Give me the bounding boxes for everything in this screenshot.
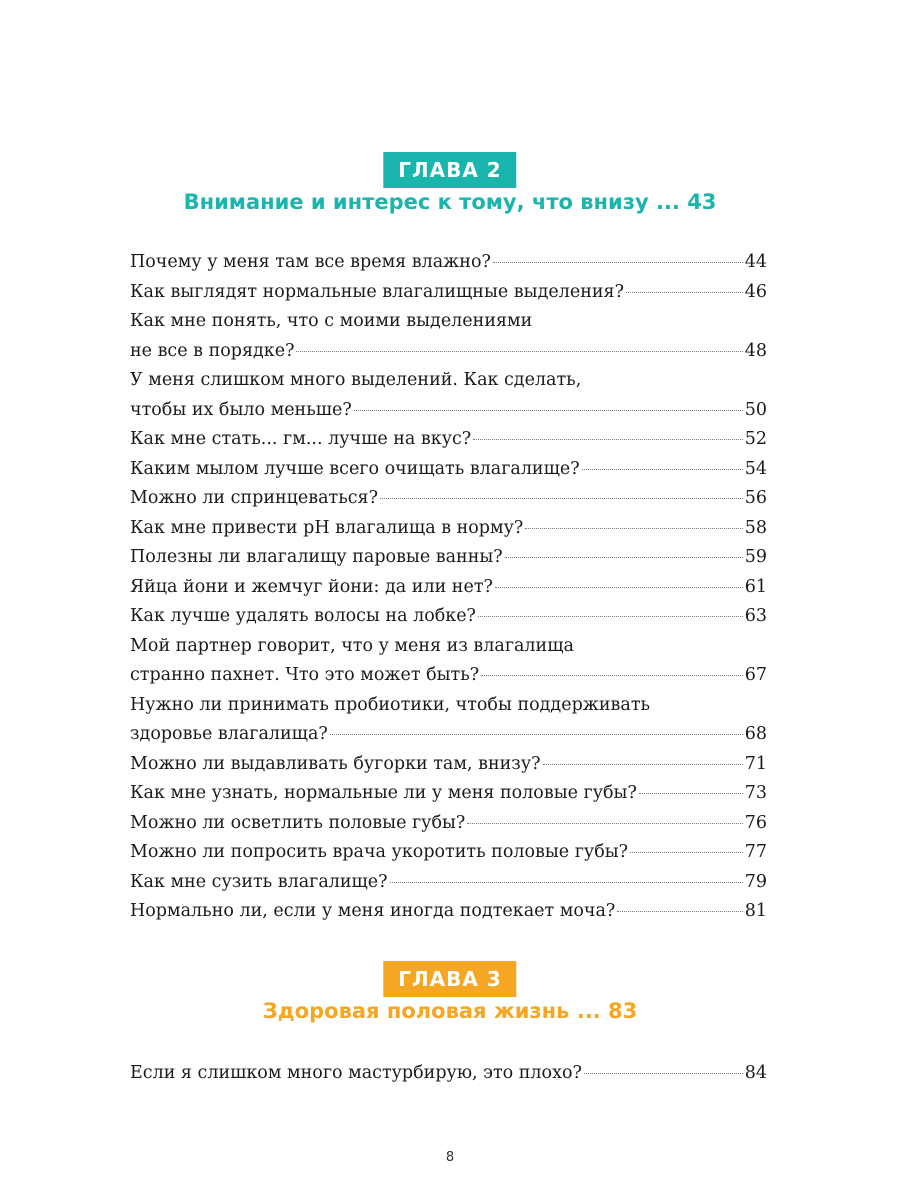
toc-entry (130, 307, 767, 366)
toc-entry-page: 63 (744, 606, 767, 626)
toc-entry (130, 573, 767, 603)
dot-leader (296, 351, 742, 352)
toc-entry-line (130, 602, 767, 632)
toc-entry-line (130, 897, 767, 927)
toc-entry-page: 48 (744, 340, 767, 361)
toc-entry (130, 602, 767, 632)
toc-entry (130, 514, 767, 544)
toc-entry-text: странно пахнет. Что это может быть? (130, 665, 480, 685)
toc-entry-text: Можно ли попросить врача укоротить половые губы? (130, 842, 629, 862)
chapter-2-toc (130, 248, 767, 927)
chapter-2-badge: ГЛАВА 2 (383, 152, 516, 188)
toc-entry-text: чтобы их было меньше? (130, 399, 352, 420)
dot-leader (380, 498, 743, 499)
toc-entry-line (130, 278, 767, 308)
toc-entry-text: здоровье влагалища? (130, 724, 328, 744)
toc-entry-line (130, 720, 767, 750)
toc-entry (130, 868, 767, 898)
toc-entry-page: 68 (744, 724, 767, 744)
toc-entry-line (130, 750, 767, 780)
toc-entry-page: 56 (744, 488, 767, 508)
toc-entry-text: Как мне стать... гм... лучше на вкус? (130, 429, 472, 449)
chapter-3-toc (130, 1059, 767, 1089)
dot-leader (467, 823, 742, 824)
dot-leader (390, 882, 743, 883)
dot-leader (473, 439, 743, 440)
toc-entry (130, 750, 767, 780)
toc-entry (130, 779, 767, 809)
toc-entry (130, 809, 767, 839)
toc-entry-page: 52 (744, 429, 767, 449)
toc-entry-line (130, 779, 767, 809)
toc-entry-line (130, 543, 767, 573)
toc-entry-text: У меня слишком много выделений. Как сделать, (130, 370, 582, 390)
toc-entry-line (130, 248, 767, 278)
toc-entry-text: Как мне привести pH влагалища в норму? (130, 517, 524, 538)
dot-leader (330, 734, 743, 735)
dot-leader (525, 528, 742, 529)
chapter-3-title: Здоровая половая жизнь ... 83 (262, 999, 638, 1023)
dot-leader (493, 262, 743, 263)
toc-entry (130, 632, 767, 691)
toc-entry-text: Как мне сузить влагалище? (130, 871, 388, 892)
toc-entry (130, 484, 767, 514)
dot-leader (582, 469, 743, 470)
chapter-2-title: Внимание и интерес к тому, что внизу ... 43 (183, 190, 717, 214)
toc-entry-page: 44 (744, 252, 767, 272)
toc-entry-line (130, 661, 767, 691)
toc-entry-text: Как мне понять, что с моими выделениями (130, 311, 533, 331)
toc-entry-page: 59 (744, 547, 767, 567)
toc-entry-text: Почему у меня там все время влажно? (130, 252, 491, 272)
toc-entry-line (130, 838, 767, 868)
toc-entry-page: 76 (744, 812, 767, 833)
toc-entry-text: Каким мылом лучше всего очищать влагалище? (130, 458, 580, 479)
toc-entry-text: Можно ли осветлить половые губы? (130, 812, 466, 833)
toc-entry-text: Как выглядят нормальные влагалищные выделения? (130, 281, 624, 302)
toc-entry-text: не все в порядке? (130, 340, 295, 361)
dot-leader (626, 292, 743, 293)
toc-entry-line (130, 455, 767, 485)
toc-entry (130, 1059, 767, 1089)
dot-leader (505, 557, 743, 558)
toc-entry-text: Мой партнер говорит, что у меня из влагалища (130, 635, 574, 656)
toc-entry-page: 84 (744, 1063, 767, 1083)
dot-leader (639, 793, 743, 794)
toc-entry-text: Полезны ли влагалищу паровые ванны? (130, 547, 503, 567)
toc-entry (130, 248, 767, 278)
dot-leader (630, 852, 743, 853)
toc-entry (130, 691, 767, 750)
dot-leader (617, 911, 742, 912)
toc-entry-line (130, 337, 767, 367)
dot-leader (354, 410, 743, 411)
toc-entry-page: 71 (744, 753, 767, 774)
toc-entry (130, 543, 767, 573)
toc-entry (130, 425, 767, 455)
toc-entry-line (130, 573, 767, 603)
toc-entry-page: 50 (744, 399, 767, 420)
dot-leader (543, 764, 743, 765)
toc-entry-page: 54 (744, 458, 767, 479)
toc-entry-page: 73 (744, 783, 767, 803)
toc-entry (130, 366, 767, 425)
toc-entry-line (130, 809, 767, 839)
toc-entry (130, 278, 767, 308)
page-number: 8 (445, 1150, 455, 1165)
toc-entry (130, 455, 767, 485)
toc-entry (130, 838, 767, 868)
toc-entry-text: Нужно ли принимать пробиотики, чтобы поддерживать (130, 694, 651, 715)
toc-entry-line (130, 425, 767, 455)
dot-leader (495, 587, 743, 588)
toc-entry-line (130, 396, 767, 426)
toc-entry-line (130, 514, 767, 544)
toc-entry-page: 67 (744, 665, 767, 685)
toc-entry-text: Как лучше удалять волосы на лобке? (130, 606, 476, 626)
dot-leader (478, 616, 743, 617)
toc-entry-text: Как мне узнать, нормальные ли у меня половые губы? (130, 783, 637, 803)
toc-entry-text: Можно ли спринцеваться? (130, 488, 378, 508)
toc-entry-page: 77 (744, 842, 767, 862)
chapter-3-badge: ГЛАВА 3 (383, 961, 516, 997)
toc-entry-line (130, 484, 767, 514)
toc-entry (130, 897, 767, 927)
toc-entry-page: 79 (744, 871, 767, 892)
dot-leader (584, 1073, 743, 1074)
toc-entry-text: Если я слишком много мастурбирую, это плохо? (130, 1063, 582, 1083)
toc-entry-line (130, 868, 767, 898)
dot-leader (481, 675, 743, 676)
toc-entry-line (130, 1059, 767, 1089)
toc-entry-page: 81 (744, 901, 767, 921)
toc-entry-page: 61 (744, 576, 767, 597)
toc-entry-text: Нормально ли, если у меня иногда подтекает моча? (130, 901, 616, 921)
toc-entry-text: Яйца йони и жемчуг йони: да или нет? (130, 576, 493, 597)
toc-entry-text: Можно ли выдавливать бугорки там, внизу? (130, 753, 541, 774)
toc-entry-page: 58 (744, 517, 767, 538)
toc-entry-page: 46 (744, 281, 767, 302)
